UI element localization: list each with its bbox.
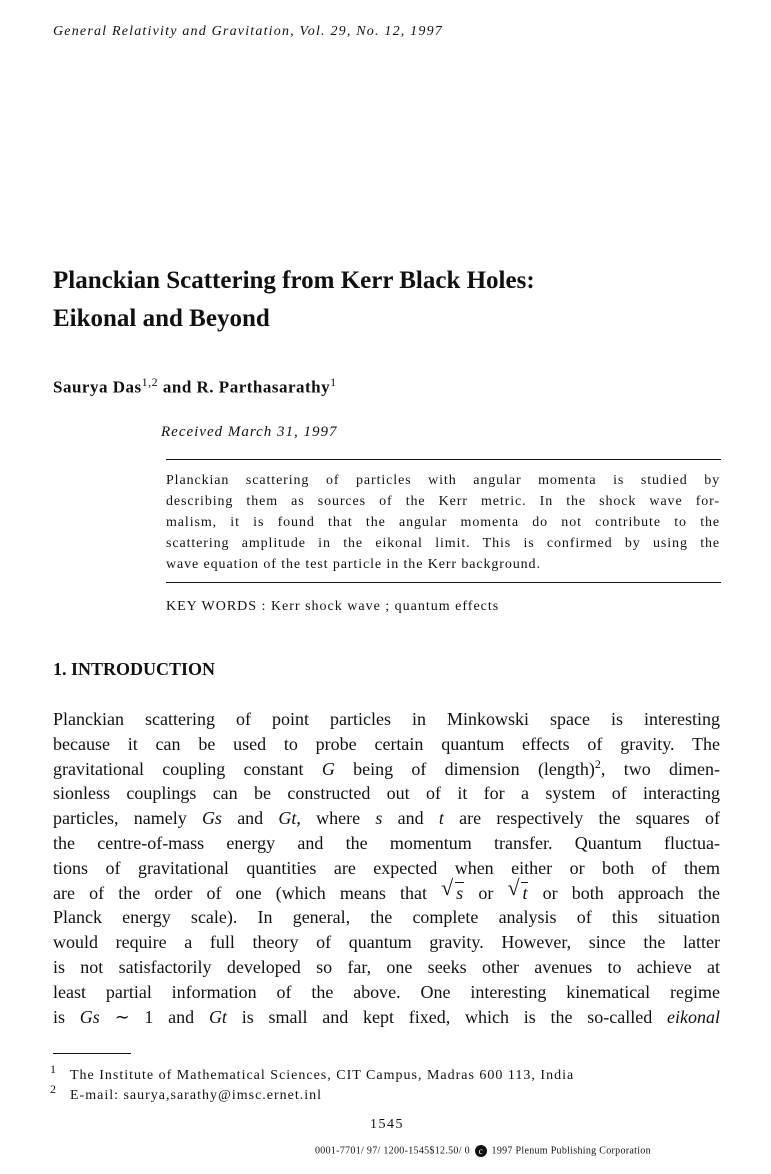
copyright-suffix: 1997 Plenum Publishing Corporation	[491, 1145, 651, 1157]
body-line: gravitational coupling constant G being of dimension (length)$^2$, two dimen-	[53, 756, 720, 779]
abstract-line: Planckian scattering of particles with angular momenta is studied by	[166, 473, 720, 488]
section-number: 1.	[53, 659, 67, 679]
copyright-line	[315, 1145, 651, 1157]
body-line: sionless couplings can be constructed out of it for a system of interacting	[53, 783, 720, 804]
body-line: Planckian scattering of point particles in Minkowski space is interesting	[53, 709, 720, 729]
sqrt-t: √ t	[507, 874, 528, 903]
author-1: Saurya Das	[53, 377, 142, 397]
body-line: the centre-of-mass energy and the momentum transfer. Quantum fluctua-	[53, 832, 720, 853]
body-line: least partial information of the above. One interesting kinematical regime	[53, 981, 720, 1002]
title-line-2: Eikonal and Beyond	[53, 305, 270, 332]
section-heading	[53, 659, 215, 680]
author-2: R. Parthasarathy	[196, 377, 331, 397]
abstract-line: wave equation of the test particle in the Kerr background.	[166, 557, 541, 572]
abstract-top-rule	[166, 459, 721, 460]
body-line: are of the order of one (which means that √ s or √ t or both approach the	[53, 881, 720, 906]
authors	[53, 375, 337, 398]
body-line: Planck energy scale). In general, the complete analysis of this situation	[53, 907, 720, 928]
footnote-2	[50, 1082, 323, 1104]
abstract-line: describing them as sources of the Kerr metric. In the shock wave for-	[166, 494, 720, 509]
journal-header: General Relativity and Gravitation, Vol. 29, No. 12, 1997	[53, 24, 443, 39]
footnote-number: 2	[50, 1082, 57, 1096]
author-2-affiliation: 1	[330, 375, 337, 389]
keywords: KEY WORDS : Kerr shock wave ; quantum effects	[166, 599, 500, 614]
body-line: is Gs ∼ 1 and Gt is small and kept fixed, which is the so-called eikonal	[53, 1006, 720, 1027]
abstract-line: scattering amplitude in the eikonal limit. This is confirmed by using the	[166, 536, 720, 551]
body-text	[53, 707, 720, 1029]
body-line: is not satisfactorily developed so far, one seeks other avenues to achieve at	[53, 956, 720, 977]
author-1-affiliation: 1,2	[141, 375, 159, 389]
received-date: Received March 31, 1997	[161, 424, 338, 440]
footnote-number: 1	[50, 1062, 57, 1076]
footnote-1	[50, 1062, 575, 1084]
footnote-rule	[53, 1053, 131, 1054]
abstract	[166, 470, 720, 575]
section-title: INTRODUCTION	[71, 659, 216, 679]
abstract-bottom-rule	[166, 582, 721, 583]
body-line: because it can be used to probe certain quantum effects of gravity. The	[53, 733, 720, 754]
footnote-text: E-mail: saurya,sarathy@imsc.ernet.inl	[70, 1088, 323, 1103]
sqrt-s: √ s	[441, 874, 464, 903]
page-number: 1545	[370, 1117, 404, 1132]
author-connector: and	[162, 377, 192, 397]
body-line: would require a full theory of quantum gravity. However, since the latter	[53, 932, 720, 953]
title-line-1: Planckian Scattering from Kerr Black Holes:	[53, 267, 535, 294]
copyright-prefix: 0001-7701/ 97/ 1200-1545$12.50/ 0	[315, 1145, 470, 1157]
footnote-text: The Institute of Mathematical Sciences, CIT Campus, Madras 600 113, India	[70, 1068, 575, 1083]
body-line: tions of gravitational quantities are expected when either or both of them	[53, 857, 720, 878]
body-line: particles, namely Gs and Gt, where s and t are respectively the squares of	[53, 808, 720, 829]
paper-title	[53, 262, 733, 338]
abstract-line: malism, it is found that the angular momenta do not contribute to the	[166, 515, 720, 530]
copyright-icon: c	[475, 1145, 487, 1157]
